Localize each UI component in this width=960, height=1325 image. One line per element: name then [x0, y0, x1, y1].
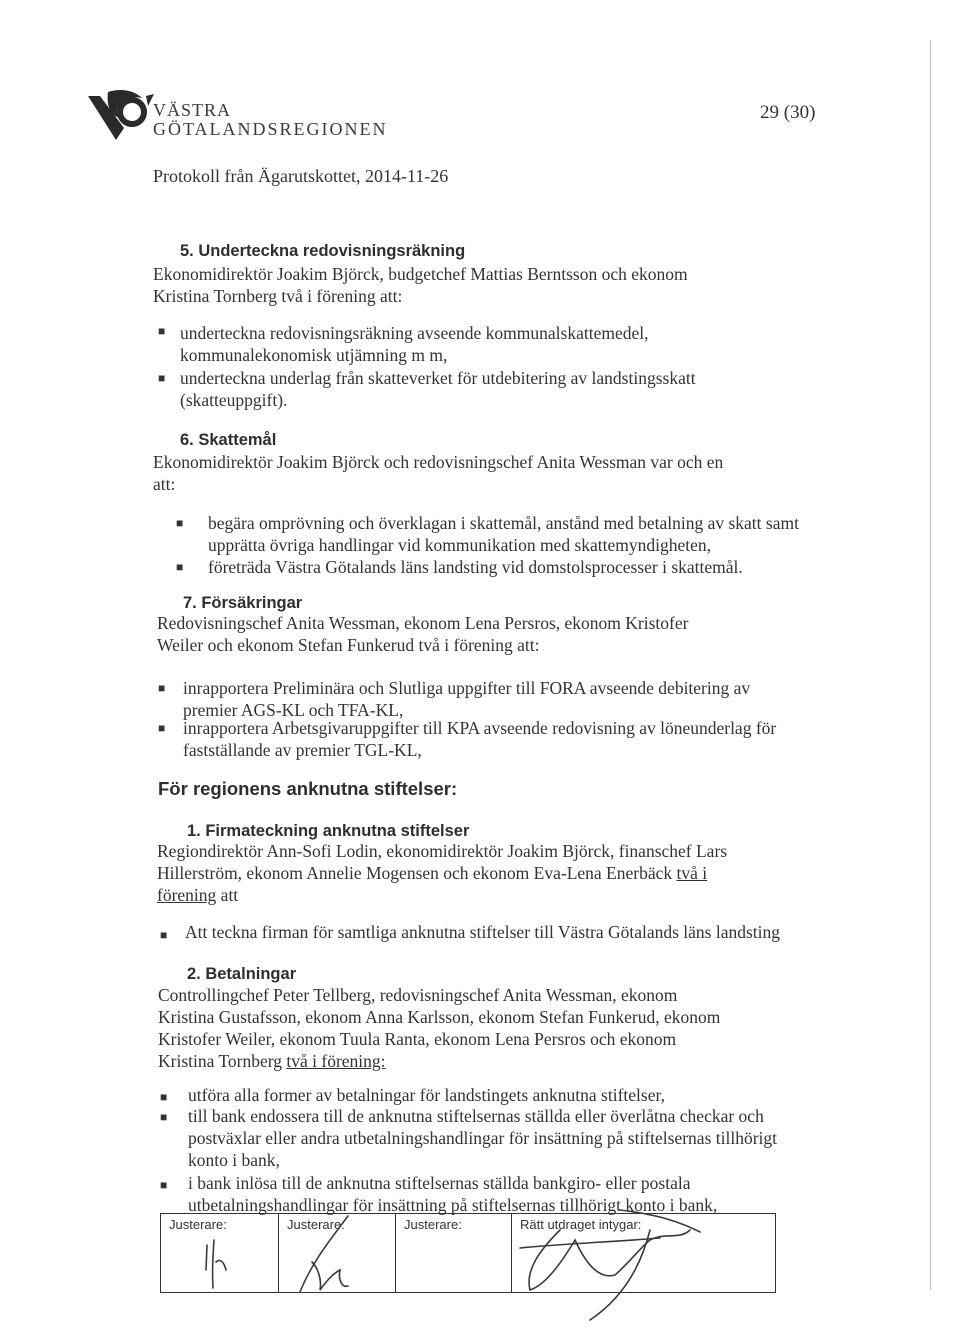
section-6-heading: 6. Skattemål: [180, 431, 277, 449]
bullet-marker: ■: [160, 1090, 168, 1104]
underlined-text: två i: [676, 863, 708, 883]
section-7-heading: 7. Försäkringar: [183, 594, 303, 612]
text-line: att:: [153, 474, 176, 494]
underlined-text: förening: [157, 885, 217, 905]
section-5-heading: 5. Underteckna redovisningsräkning: [180, 242, 466, 260]
text-line: Redovisningschef Anita Wessman, ekonom Lena Persros, ekonom Kristofer: [157, 613, 689, 633]
sub-2-heading: 2. Betalningar: [187, 965, 297, 983]
bullet-marker: ■: [158, 371, 166, 385]
underlined-text: två i förening:: [286, 1051, 386, 1071]
text-line: Regiondirektör Ann-Sofi Lodin, ekonomidirektör Joakim Björck, finanschef Lars: [157, 841, 728, 861]
text-line: Kristina Gustafsson, ekonom Anna Karlsson, ekonom Stefan Funkerud, ekonom: [158, 1007, 721, 1027]
bullet-marker: ■: [176, 516, 184, 530]
regions-heading: För regionens anknutna stiftelser:: [158, 778, 458, 799]
text-line: underteckna redovisningsräkning avseende kommunalskattemedel,: [180, 323, 649, 343]
text-line: underteckna underlag från skatteverket för utdebitering av landstingsskatt: [180, 368, 696, 388]
page-number: 29 (30): [760, 102, 816, 123]
signature-label: Justerare:: [404, 1217, 462, 1232]
text-line: i bank inlösa till de anknutna stiftelsernas ställda bankgiro- eller postala: [188, 1173, 691, 1193]
text-line: postväxlar eller andra utbetalningshandlingar för insättning på stiftelsernas tillhörigt: [188, 1128, 778, 1148]
signature-label: Rätt utdraget intygar:: [520, 1217, 642, 1232]
bullet-marker: ■: [158, 324, 166, 338]
bullet-marker: ■: [160, 1110, 168, 1124]
text-line: fastställande av premier TGL-KL,: [183, 740, 422, 760]
bullet-marker: ■: [158, 721, 166, 735]
text-line: Kristina Tornberg två i förening att:: [153, 286, 403, 306]
text-line: (skatteuppgift).: [180, 390, 288, 410]
text-line: Controllingchef Peter Tellberg, redovisningschef Anita Wessman, ekonom: [158, 985, 678, 1005]
sub-1-heading: 1. Firmateckning anknutna stiftelser: [187, 822, 470, 840]
text-run: Kristina Tornberg: [158, 1051, 287, 1071]
signature-label: Justerare:: [287, 1217, 345, 1232]
bullet-marker: ■: [160, 1178, 168, 1192]
text-line: utföra alla former av betalningar för landstingets anknutna stiftelser,: [188, 1085, 665, 1105]
text-line: till bank endossera till de anknutna stiftelsernas ställda eller överlåtna checkar och: [188, 1106, 764, 1126]
signature-label: Justerare:: [169, 1217, 227, 1232]
text-line: Kristofer Weiler, ekonom Tuula Ranta, ekonom Lena Persros och ekonom: [158, 1029, 677, 1049]
text-line: utbetalningshandlingar för insättning på stiftelsernas tillhörigt konto i bank,: [188, 1195, 718, 1215]
text-line: konto i bank,: [188, 1150, 280, 1170]
text-line: Ekonomidirektör Joakim Björck och redovisningschef Anita Wessman var och en: [153, 452, 724, 472]
logo-wordmark-line2: GÖTALANDSREGIONEN: [153, 119, 388, 139]
logo-wordmark-line1: VÄSTRA: [153, 100, 232, 120]
bullet-marker: ■: [158, 681, 166, 695]
text-line: kommunalekonomisk utjämning m m,: [180, 345, 448, 365]
text-line: inrapportera Arbetsgivaruppgifter till KPA avseende redovisning av löneunderlag för: [183, 718, 777, 738]
text-line: företräda Västra Götalands läns landsting vid domstolsprocesser i skattemål.: [208, 557, 743, 577]
text-line: Ekonomidirektör Joakim Björck, budgetchef Mattias Berntsson och ekonom: [153, 264, 688, 284]
text-line: begära omprövning och överklagan i skattemål, anstånd med betalning av skatt samt: [208, 513, 799, 533]
text-run: att: [216, 885, 239, 905]
text-line: premier AGS-KL och TFA-KL,: [183, 700, 404, 720]
text-line: upprätta övriga handlingar vid kommunikation med skattemyndigheten,: [208, 535, 712, 555]
text-line: inrapportera Preliminära och Slutliga uppgifter till FORA avseende debitering av: [183, 678, 751, 698]
text-line: Weiler och ekonom Stefan Funkerud två i förening att:: [157, 635, 540, 655]
text-run: Hillerström, ekonom Annelie Mogensen och ekonom Eva-Lena Enerbäck: [157, 863, 677, 883]
bullet-marker: ■: [176, 560, 184, 574]
sub-1-bullet-1: Att teckna firman för samtliga anknutna stiftelser till Västra Götalands läns landsting: [185, 922, 781, 942]
protocol-title: Protokoll från Ägarutskottet, 2014-11-26: [153, 166, 449, 186]
bullet-marker: ■: [160, 928, 168, 942]
